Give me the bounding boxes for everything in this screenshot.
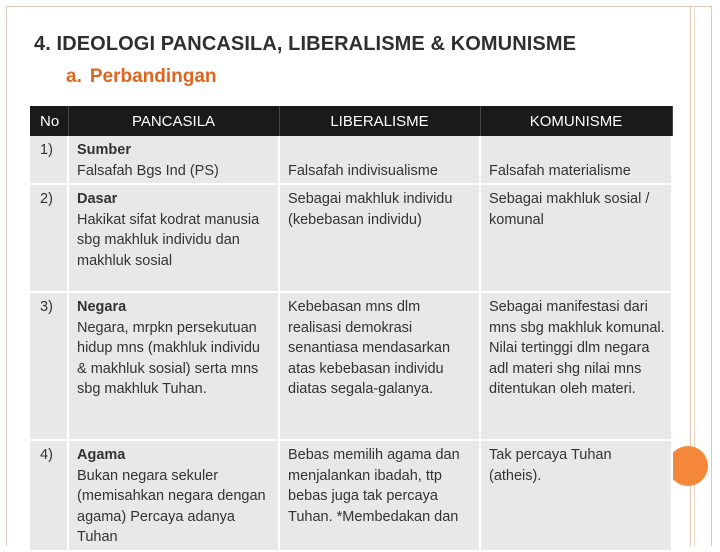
comparison-table [30,106,673,552]
header-no: No [30,106,68,136]
table-row [30,292,672,440]
slide-accent-dot [668,446,708,486]
pancasila-cell [68,440,279,551]
slide-subtitle [66,66,217,88]
pancasila-cell [68,184,279,292]
pancasila-text: Negara, mrpkn persekutuan hidup mns (makhluk individu & makhluk sosial) serta mns sbg makhluk Tuhan. [77,319,260,397]
slide-title: 4. IDEOLOGI PANCASILA, LIBERALISME & KOMUNISME [34,33,577,55]
komunisme-cell: Falsafah materialisme [480,136,672,184]
row-number: 3) [30,292,68,440]
table-row [30,440,672,551]
row-topic: Dasar [77,191,118,207]
row-number: 4) [30,440,68,551]
liberalisme-cell: Bebas memilih agama dan menjalankan ibadah, ttp bebas juga tak percaya Tuhan. *Membedakan dan [279,440,480,551]
table-header-row [30,106,672,136]
header-pancasila: PANCASILA [68,106,279,136]
komunisme-cell: Sebagai manifestasi dari mns sbg makhluk komunal. Nilai tertinggi dlm negara adl materi shg nilai mns ditentukan oleh materi. [480,292,672,440]
komunisme-cell: Sebagai makhluk sosial / komunal [480,184,672,292]
subtitle-text: Perbandingan [89,66,217,87]
table-row [30,184,672,292]
pancasila-text: Hakikat sifat kodrat manusia sbg makhluk individu dan makhluk sosial [77,211,260,269]
row-topic: Sumber [77,142,131,158]
pancasila-cell [68,136,279,184]
header-liberalisme: LIBERALISME [279,106,480,136]
liberalisme-cell: Sebagai makhluk individu (kebebasan individu) [279,184,480,292]
komunisme-cell: Tak percaya Tuhan (atheis). [480,440,672,551]
liberalisme-cell: Falsafah indivisualisme [279,136,480,184]
pancasila-text: Bukan negara sekuler (memisahkan negara dengan agama) Percaya adanya Tuhan [77,467,266,545]
pancasila-cell [68,292,279,440]
row-number: 2) [30,184,68,292]
row-topic: Negara [77,299,127,315]
row-number: 1) [30,136,68,184]
pancasila-text: Falsafah Bgs Ind (PS) [77,162,219,179]
subtitle-marker: a. [66,66,82,87]
table-row [30,136,672,184]
liberalisme-cell: Kebebasan mns dlm realisasi demokrasi senantiasa mendasarkan atas kebebasan individu diatas segala-galanya. [279,292,480,440]
header-komunisme: KOMUNISME [480,106,672,136]
row-topic: Agama [77,447,126,463]
